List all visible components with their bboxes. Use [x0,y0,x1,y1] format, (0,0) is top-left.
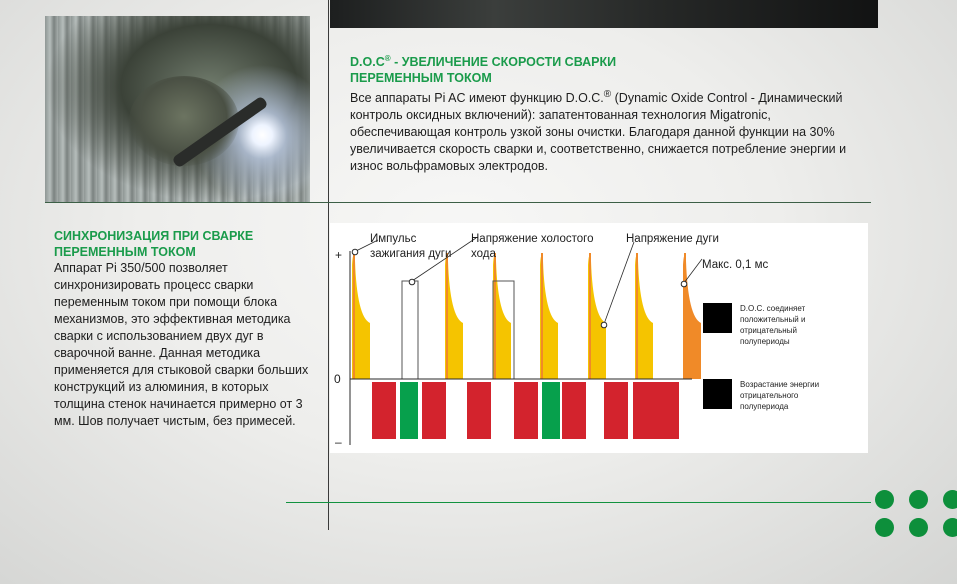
y-minus-label: – [335,435,342,449]
bottom-green-rule [286,502,871,503]
impulse-marker [352,249,358,255]
negative-segment [514,382,538,439]
idle-voltage-outline [402,281,418,379]
idle-voltage-label: Напряжение холостого хода [471,233,594,260]
negative-segment [467,382,491,439]
sync-heading-line1: СИНХРОНИЗАЦИЯ ПРИ СВАРКЕ [54,229,254,243]
arc-marker [601,322,607,328]
welding-photo [45,16,310,202]
doc-body-a: Все аппараты Pi AC имеют функцию D.O.C. [350,91,604,106]
negative-segment [562,382,586,439]
sync-heading-line2: ПЕРЕМЕННЫМ ТОКОМ [54,245,196,259]
negative-segment [655,382,679,439]
decor-dot [909,518,928,537]
max-leader [684,259,702,283]
decor-dot [909,490,928,509]
doc-spike [684,253,686,379]
y-plus-label: + [335,248,343,262]
doc-heading-prefix: D.O.C [350,55,385,70]
negative-segment [542,382,560,439]
negative-segment [372,382,396,439]
negative-segment [422,382,446,439]
horizontal-divider [45,202,871,203]
doc-heading-reg: ® [384,54,391,63]
doc-heading-line2: ПЕРЕМЕННЫМ ТОКОМ [350,71,492,86]
legend-green-swatch [703,379,732,409]
y-zero-label: 0 [334,372,341,386]
negative-segment [633,382,657,439]
idle-marker [409,279,415,285]
waveform-diagram [330,223,868,453]
sync-heading [54,228,312,260]
impulse-label: Импульс зажигания дуги [370,233,452,260]
doc-body-b: (Dynamic Oxide Control - Динамический контроль оксидных включений): запатентованная технология Migatronic, обеспечивающая контроль узкой зоны очистки. Благодаря данной функции на 30% увеличивается скорость сварки и, соответственно, снижается потребление энергии и износ вольфрамовых электродов. [350,91,847,174]
doc-spike [446,253,448,379]
doc-body-reg: ® [603,89,612,101]
sync-body: Аппарат Pi 350/500 позволяет синхронизировать процесс сварки переменным током при помощи блока механизмов, это эффективная методика сварки с использованием двух дуг в сварочной ванне. Данная методика применяется для стыковой сварки больших конструкций из алюминия, в которых толщина стенок начинается примерно от 3 мм. Шов получает чистым, без примесей. [54,261,309,428]
doc-spike [353,253,355,379]
decor-dot [943,490,957,509]
vertical-divider [328,0,329,530]
decor-dot [875,490,894,509]
decor-dot [875,518,894,537]
arc-voltage-label: Напряжение дуги [626,233,719,245]
decor-dot [943,518,957,537]
doc-spike [636,253,638,379]
doc-section [350,51,860,175]
doc-heading [350,51,860,86]
negative-segment [604,382,628,439]
legend-orange-swatch [703,303,732,333]
doc-spike [589,253,591,379]
legend-green-text: Возрастание энергии отрицательного полупериода [740,380,820,411]
max-marker [681,281,687,287]
top-photo-strip [330,0,878,28]
sync-section [54,228,312,430]
doc-spike [494,253,496,379]
max-time-label: Макс. 0,1 мс [702,259,769,271]
doc-spike [541,253,543,379]
doc-heading-rest: - УВЕЛИЧЕНИЕ СКОРОСТИ СВАРКИ [390,55,617,70]
negative-segment [400,382,418,439]
legend-orange-text: D.O.C. соединяет положительный и отрицательный полупериоды [740,304,806,346]
doc-body [350,86,860,175]
